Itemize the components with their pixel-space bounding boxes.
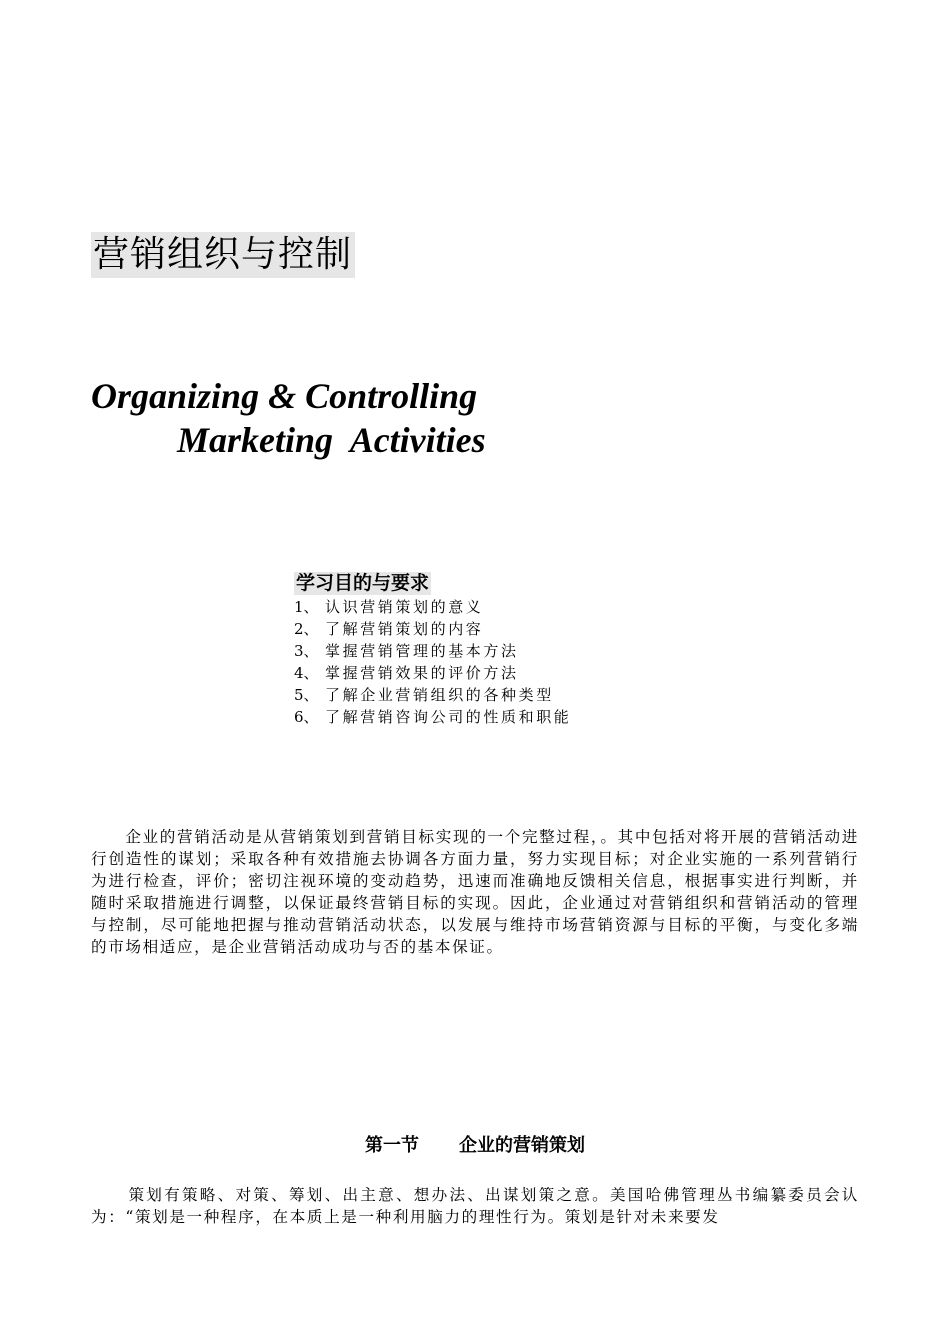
english-title: [91, 374, 486, 462]
objective-text: 了解营销咨询公司的性质和职能: [325, 708, 572, 726]
objective-number: 5、: [294, 686, 319, 704]
objective-number: 4、: [294, 664, 319, 682]
english-title-line1: Organizing & Controlling: [91, 376, 478, 416]
objective-number: 1、: [294, 598, 319, 616]
chapter-title: 营销组织与控制: [91, 232, 355, 278]
english-title-line2: Marketing Activities: [177, 420, 486, 460]
objective-text: 了解营销策划的内容: [325, 620, 484, 638]
objective-number: 2、: [294, 620, 319, 638]
objective-item: [294, 640, 571, 662]
objectives-heading: 学习目的与要求: [296, 572, 430, 594]
objective-text: 掌握营销管理的基本方法: [325, 642, 519, 660]
objective-item: [294, 684, 571, 706]
objectives-list: [294, 596, 571, 728]
objective-item: [294, 618, 571, 640]
section-heading: [91, 1134, 859, 1158]
section-title: 企业的营销策划: [459, 1135, 585, 1156]
objective-text: 掌握营销效果的评价方法: [325, 664, 519, 682]
section-body-paragraph: 策划有策略、对策、筹划、出主意、想办法、出谋划策之意。美国哈佛管理丛书编纂委员会认为：“策划是一种程序，在本质上是一种利用脑力的理性行为。策划是针对未来要发: [91, 1186, 859, 1226]
intro-paragraph: 企业的营销活动是从营销策划到营销目标实现的一个完整过程，。其中包括对将开展的营销活动进行创造性的谋划；采取各种有效措施去协调各方面力量，努力实现目标；对企业实施的一系列营销行为进行检查，评价；密切注视环境的变动趋势，迅速而准确地反馈相关信息，根据事实进行判断，并随时采取措施进行调整，以保证最终营销目标的实现。因此，企业通过对营销组织和营销活动的管理与控制，尽可能地把握与推动营销活动状态，以发展与维持市场营销资源与目标的平衡，与变化多端的市场相适应，是企业营销活动成功与否的基本保证。: [91, 828, 859, 956]
objective-item: [294, 596, 571, 618]
objective-item: [294, 662, 571, 684]
learning-objectives: [294, 572, 571, 728]
objective-number: 3、: [294, 642, 319, 660]
objective-number: 6、: [294, 708, 319, 726]
objective-item: [294, 706, 571, 728]
section-number: 第一节: [365, 1135, 419, 1156]
objective-text: 认识营销策划的意义: [325, 598, 484, 616]
objective-text: 了解企业营销组织的各种类型: [325, 686, 554, 704]
